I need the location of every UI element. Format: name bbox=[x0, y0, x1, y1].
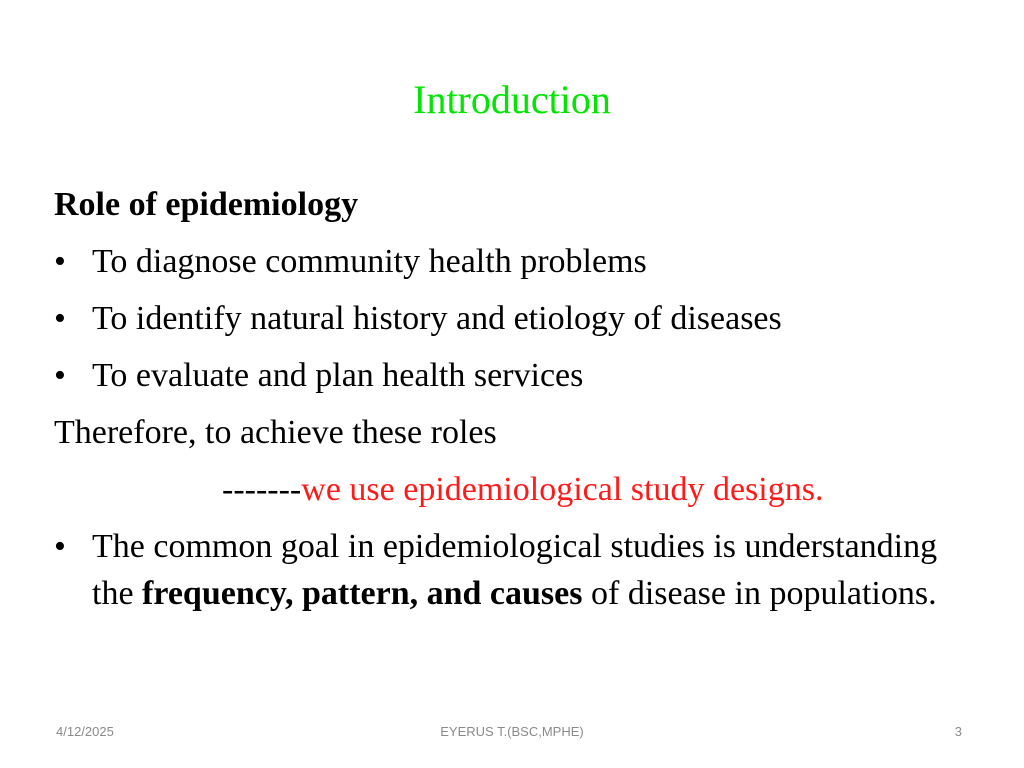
bullet-item bbox=[54, 347, 974, 404]
bullet-icon: • bbox=[54, 243, 66, 280]
goal-text-end: of disease in populations. bbox=[582, 575, 937, 612]
section-heading: Role of epidemiology bbox=[54, 186, 359, 223]
bullet-text: To identify natural history and etiology of diseases bbox=[92, 300, 782, 337]
dash-prefix: ------- bbox=[222, 471, 302, 508]
bullet-text: To evaluate and plan health services bbox=[92, 357, 584, 394]
page-number: 3 bbox=[954, 724, 962, 739]
bullet-icon: • bbox=[54, 300, 66, 337]
bullet-item bbox=[54, 233, 974, 290]
therefore-line: Therefore, to achieve these roles bbox=[54, 414, 497, 451]
bullet-icon: • bbox=[54, 357, 66, 394]
conclusion-line bbox=[54, 461, 974, 518]
slide-title: Introduction bbox=[413, 77, 611, 122]
bullet-text: To diagnose community health problems bbox=[92, 243, 647, 280]
goal-bullet bbox=[54, 523, 974, 617]
footer-author: EYERUS T.(BSC,MPHE) bbox=[440, 724, 584, 739]
slide-body bbox=[54, 176, 974, 617]
bullet-icon: • bbox=[54, 528, 66, 565]
conclusion-text: we use epidemiological study designs. bbox=[301, 471, 824, 508]
goal-text-bold: frequency, pattern, and causes bbox=[142, 575, 583, 612]
goal-text-start: The common goal in epidemiological studies is understanding the bbox=[92, 528, 938, 612]
footer-date: 4/12/2025 bbox=[56, 724, 114, 739]
bullet-item bbox=[54, 290, 974, 347]
